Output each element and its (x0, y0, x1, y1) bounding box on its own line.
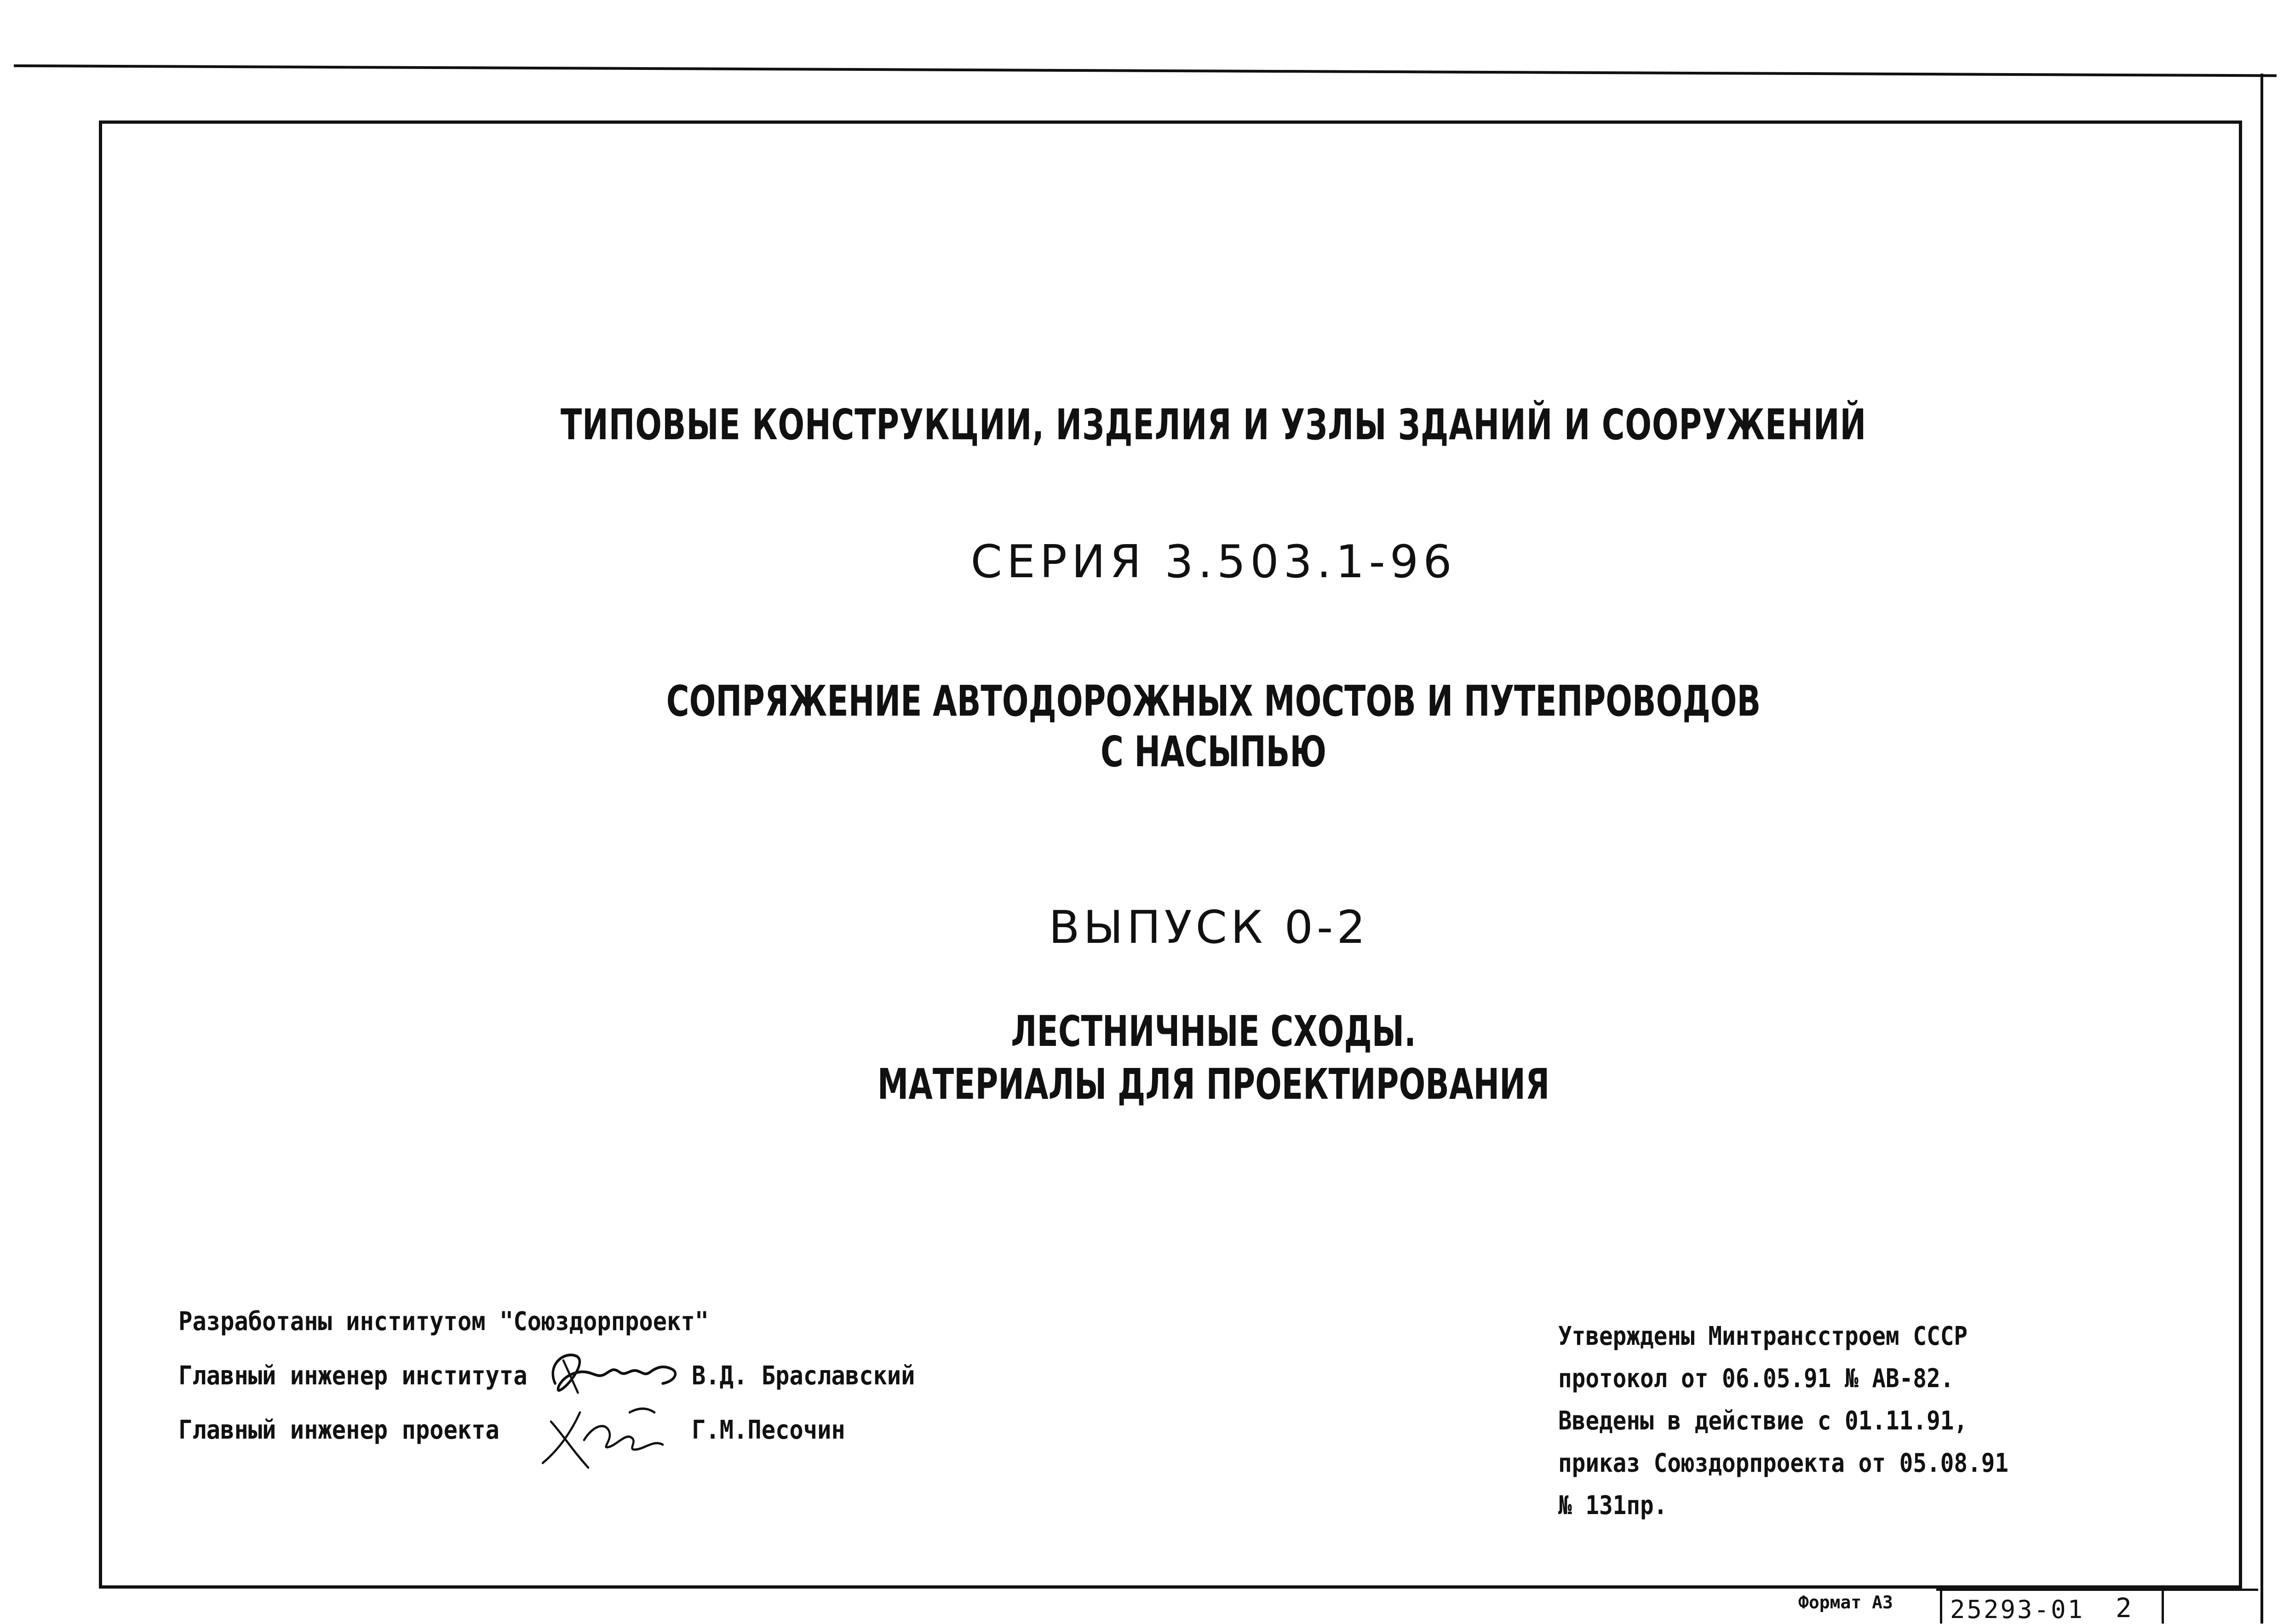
signature-pesochin-icon (526, 1394, 683, 1481)
issue-title-line-2: МАТЕРИАЛЫ ДЛЯ ПРОЕКТИРОВАНИЯ (877, 1060, 1550, 1109)
document-number: 25293-01 (1950, 1595, 2085, 1624)
sheet-top-border (14, 64, 2277, 77)
signature-braslavsky-icon (539, 1347, 696, 1402)
issue-title-line-1: ЛЕСТНИЧНЫЕ СХОДЫ. (1011, 1007, 1416, 1056)
approval-line-1: Утверждены Минтрансстроем СССР (1558, 1321, 1968, 1351)
approval-block (1558, 1315, 2008, 1527)
sheet-right-border (2260, 74, 2263, 1624)
stamp-divider-1 (1940, 1590, 1942, 1624)
issue-number: ВЫПУСК 0-2 (1049, 901, 1369, 954)
approval-line-5: № 131пр. (1558, 1491, 1668, 1521)
approval-line-2: протокол от 06.05.91 № АВ-82. (1558, 1364, 1954, 1394)
sheet-number: 2 (2116, 1592, 2132, 1624)
developer-block (178, 1295, 915, 1458)
subject-line-1: СОПРЯЖЕНИЕ АВТОДОРОЖНЫХ МОСТОВ И ПУТЕПРОВОДОВ (666, 677, 1761, 726)
chief-engineer-project-name: Г.М.Песочин (692, 1415, 845, 1445)
stamp-divider-2 (2162, 1590, 2164, 1624)
stamp-top-line (1936, 1589, 2258, 1591)
document-heading: ТИПОВЫЕ КОНСТРУКЦИИ, ИЗДЕЛИЯ И УЗЛЫ ЗДАНИЙ И СООРУЖЕНИЙ (560, 400, 1867, 449)
document-subject (275, 676, 2152, 777)
approval-line-3: Введены в действие с 01.11.91, (1558, 1406, 1968, 1436)
chief-engineer-institute-name: В.Д. Браславский (692, 1361, 915, 1391)
chief-engineer-project-row (178, 1403, 845, 1458)
approval-line-4: приказ Союздорпроекта от 05.08.91 (1558, 1448, 2009, 1478)
issue-title (275, 1005, 2152, 1111)
series-number: СЕРИЯ 3.503.1-96 (970, 536, 1457, 588)
chief-engineer-institute-label: Главный инженер института (178, 1361, 528, 1391)
chief-engineer-project-label: Главный инженер проекта (178, 1415, 499, 1445)
developed-by: Разработаны институтом "Союздорпроект" (178, 1307, 709, 1337)
format-label: Формат А3 (1798, 1592, 1893, 1613)
subject-line-2: С НАСЫПЬЮ (1100, 727, 1327, 776)
